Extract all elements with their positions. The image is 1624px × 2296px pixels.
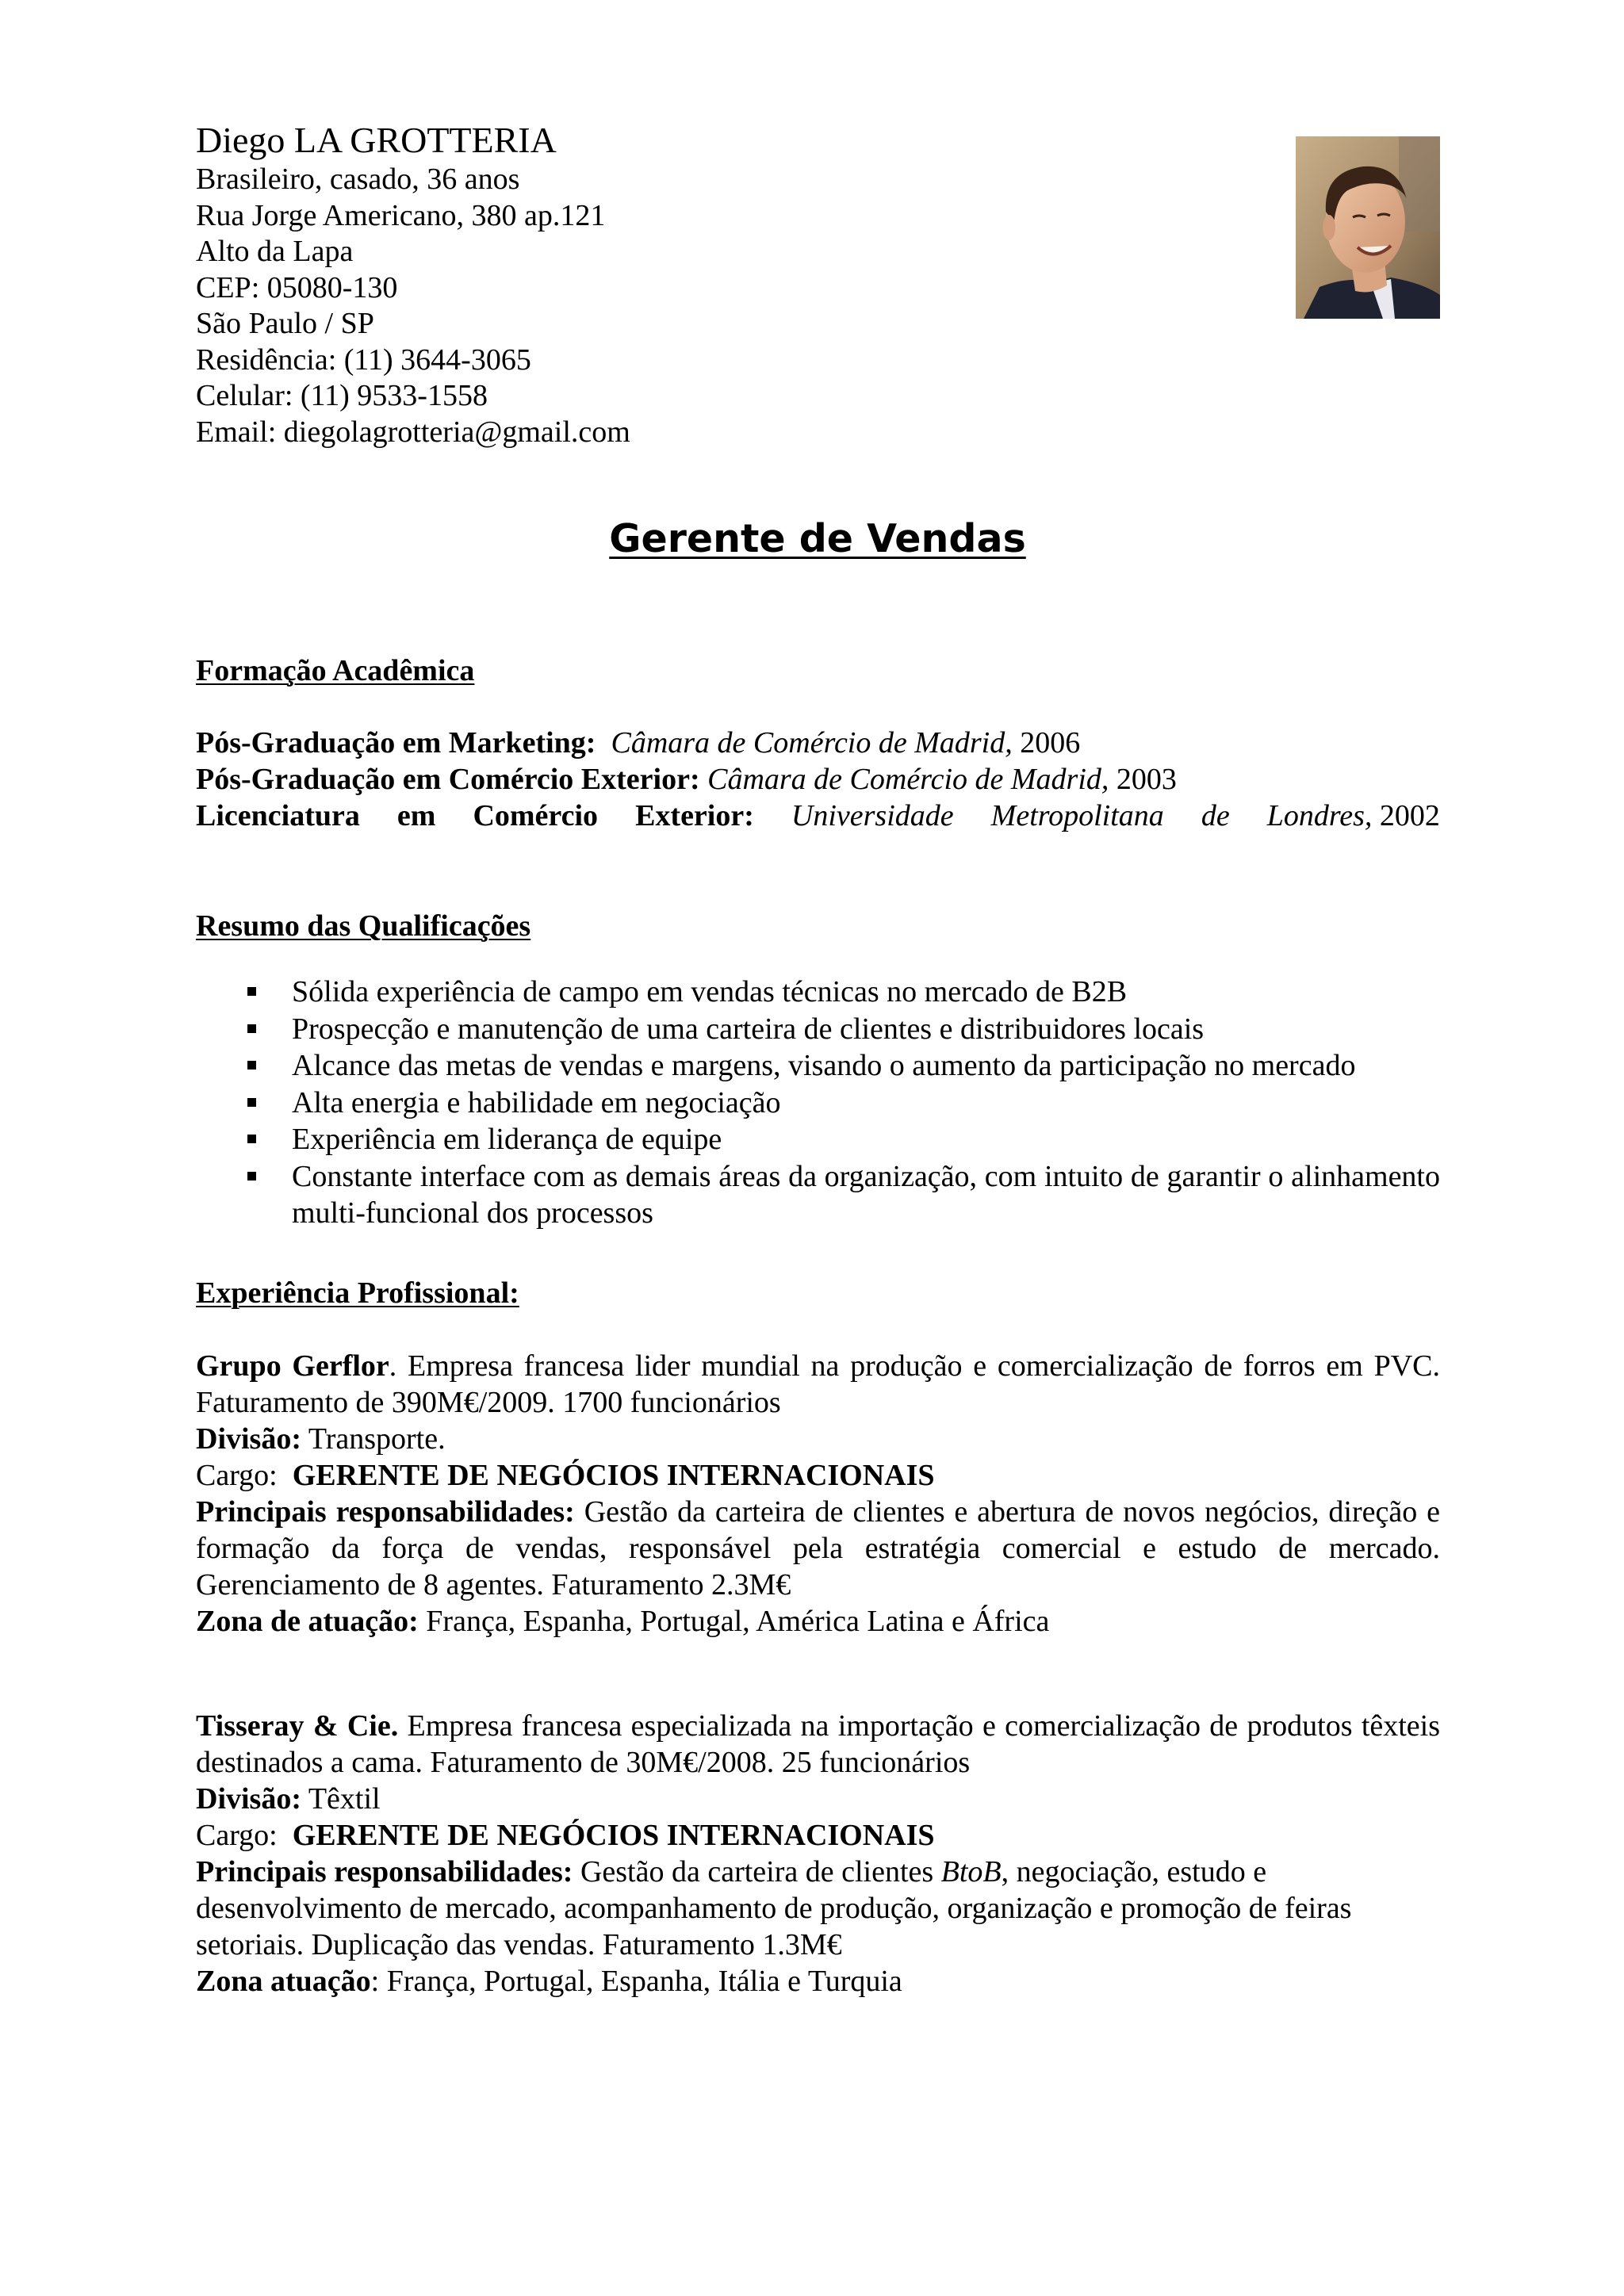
education-item [196,725,1080,761]
education-degree-word: em [396,799,436,832]
job-division [196,1421,1440,1457]
education-year: 2006 [1020,726,1081,760]
candidate-name: Diego LA GROTTERIA [196,120,557,160]
personal-info: Brasileiro, casado, 36 anos [196,163,520,196]
qualifications-heading: Resumo das Qualificações [196,909,531,943]
education-heading: Formação Acadêmica [196,654,475,687]
profile-photo [1296,136,1440,319]
company-description: Empresa francesa especializada na importação e comercialização de produtos têxteis destinados a cama. Faturamento de 30M€/2008. 25 funcionários [196,1709,1441,1779]
education-institution-word: Metropolitana [990,799,1164,832]
contact-block [196,119,630,450]
division-value: Têxtil [301,1782,381,1816]
address-street: Rua Jorge Americano, 380 ap.121 [196,198,606,232]
job-company-description [196,1708,1440,1781]
job-responsibilities-line: setoriais. Duplicação das vendas. Faturamento 1.3M€ [196,1928,842,1961]
education-degree-word: Exterior: [635,799,754,832]
zone-value: França, Espanha, Portugal, América Latina e África [418,1605,1050,1638]
education-year: 2002 [1379,799,1440,832]
responsibilities-label: Principais responsabilidades: [196,1855,573,1888]
education-item [196,798,1440,834]
job-cargo [196,1457,1440,1494]
education-degree-word: Comércio [473,799,599,832]
zone-value: : França, Portugal, Espanha, Itália e Turquia [370,1965,902,1998]
cargo-value: GERENTE DE NEGÓCIOS INTERNACIONAIS [292,1819,935,1852]
qualification-item: Experiência em liderança de equipe [196,1121,1440,1158]
address-cep: CEP: 05080-130 [196,270,398,304]
responsibilities-text: Gestão da carteira de clientes [573,1855,941,1888]
address-city: São Paulo / SP [196,307,374,340]
division-label: Divisão: [196,1422,301,1456]
education-degree: Pós-Graduação em Comércio Exterior: [196,763,700,796]
job-responsibilities-line: desenvolvimento de mercado, acompanhamento de produção, organização e promoção de feiras [196,1892,1352,1925]
education-institution-word: Londres, [1266,799,1373,832]
job-responsibilities [196,1494,1440,1603]
education-year: 2003 [1116,763,1177,796]
division-value: Transporte. [301,1422,446,1456]
zone-label: Zona de atuação: [196,1605,419,1638]
experience-heading: Experiência Profissional: [196,1276,519,1310]
phone-mobile: Celular: (11) 9533-1558 [196,379,488,412]
education-institution: Câmara de Comércio de Madrid, [611,726,1013,760]
responsibilities-text: Gestão da carteira de clientes e abertura de novos negócios, direção e formação da força de vendas, responsável pela estratégia comercial e estudo de mercado. Gerenciamento de 8 agentes. Faturamento 2.3M€ [196,1495,1440,1601]
qualification-item: Alcance das metas de vendas e margens, visando o aumento da participação no mercado [196,1047,1440,1085]
cargo-label: Cargo: [196,1819,293,1852]
email-address: Email: diegolagrotteria@gmail.com [196,415,630,449]
job-zone [196,1963,1440,1999]
education-degree: Pós-Graduação em Marketing: [196,726,596,760]
zone-label: Zona atuação [196,1965,371,1998]
responsibilities-text: , negociação, estudo e [1001,1855,1267,1888]
cargo-value: GERENTE DE NEGÓCIOS INTERNACIONAIS [292,1459,935,1492]
job-title-heading: Gerente de Vendas [609,516,1026,561]
qualification-item: Constante interface com as demais áreas da organização, com intuito de garantir o alinhamento multi-funcional dos processos [196,1158,1440,1232]
company-description: . Empresa francesa lider mundial na produção e comercialização de forros em PVC. Faturamento de 390M€/2009. 1700 funcionários [196,1349,1440,1419]
education-institution-word: Universidade [791,799,954,832]
job-cargo [196,1817,1440,1854]
job-zone [196,1603,1440,1640]
company-name: Tisseray & Cie. [196,1709,399,1743]
cargo-label: Cargo: [196,1459,293,1492]
phone-residence: Residência: (11) 3644-3065 [196,342,531,377]
qualification-item: Prospecção e manutenção de uma carteira de clientes e distribuidores locais [196,1011,1440,1048]
qualifications-list [196,974,1440,1232]
job-company-description [196,1348,1440,1421]
responsibilities-italic: BtoB [940,1855,1002,1888]
division-label: Divisão: [196,1782,301,1816]
education-degree-word: Licenciatura [196,799,360,832]
job-division [196,1781,1440,1817]
job-responsibilities-line [196,1854,1440,1890]
qualification-item: Alta energia e habilidade em negociação [196,1085,1440,1122]
education-institution-last [1267,798,1440,834]
responsibilities-label: Principais responsabilidades: [196,1495,575,1529]
education-item [196,761,1177,798]
qualification-item: Sólida experiência de campo em vendas técnicas no mercado de B2B [196,974,1440,1011]
company-name: Grupo Gerflor [196,1349,389,1383]
address-neighborhood: Alto da Lapa [196,235,354,268]
education-institution-word: de [1201,799,1230,832]
profile-photo-illustration [1296,136,1440,319]
education-institution: Câmara de Comércio de Madrid, [707,763,1109,796]
